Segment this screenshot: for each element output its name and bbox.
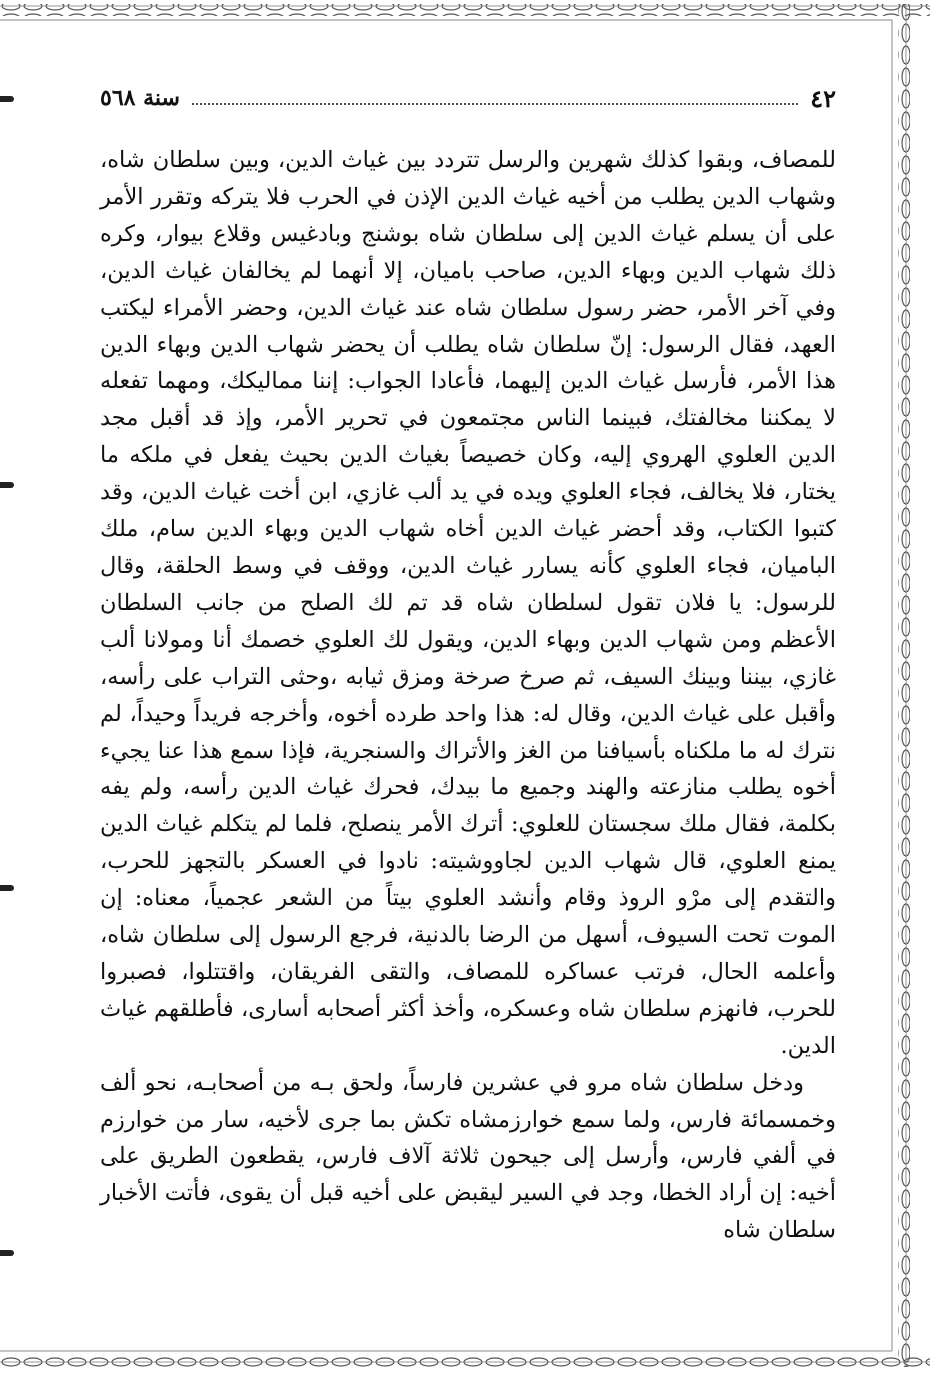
header-dotted-rule: [192, 103, 798, 105]
body-text: [100, 142, 836, 1249]
paragraph: ودخل سلطان شاه مرو في عشرين فارساً، ولحق بـه من أصحابـه، نحو ألف وخمسمائة فارس، ولما سمع خوارزمشاه تكش بما جرى لأخيه، سار من خوارزم في ألفي فارس، وأرسل إلى جيحون ثلاثة آلاف فارس، يقطعون الطريق على أخيه: إن أراد الخطا، وجد في السير ليقبض على أخيه قبل أن يقوى، فأتت الأخبار سلطان شاه: [100, 1069, 836, 1244]
scan-mark: [0, 96, 14, 102]
scan-mark: [0, 885, 14, 891]
paragraph: للمصاف، وبقوا كذلك شهرين والرسل تتردد بين غياث الدين، وبين سلطان شاه، وشهاب الدين يطلب من أخيه غياث الدين الإذن في الحرب فلا يتركه وتقرر الأمر على أن يسلم غياث الدين إلى سلطان شاه بوشنج وبادغيس وقلاع بيوار، وكره ذلك شهاب الدين وبهاء الدين، صاحب باميان، إلا أنهما لم يخالفان غياث الدين، وفي آخر الأمر، حضر رسول سلطان شاه عند غياث الدين، وحضر الأمراء ليكتب العهد، فقال الرسول: إنّ سلطان شاه يطلب أن يحضر شهاب الدين وبهاء الدين هذا الأمر، فأرسل غياث الدين إليهما، فأعادا الجواب: إننا مماليكك، ومهما تفعله لا يمكننا مخالفتك، فبينما الناس مجتمعون في تحرير الأمر، وإذ قد أقبل مجد الدين العلوي الهروي إليه، وكان خصيصاً بغياث الدين بحيث يفعل في ملكه ما يختار، فلا يخالف، فجاء العلوي ويده في يد ألب غازي، ابن أخت غياث الدين، وقد كتبوا الكتاب، وقد أحضر غياث الدين أخاه شهاب الدين وبهاء الدين سام، ملك الباميان، فجاء العلوي كأنه يسارر غياث الدين، ووقف في وسط الحلقة، وقال للرسول: يا فلان تقول لسلطان شاه قد تم لك الصلح من جانب السلطان الأعظم ومن شهاب الدين وبهاء الدين، ويقول لك العلوي خصمك أنا ومولانا ألب غازي، بيننا وبينك السيف، ثم صرخ صرخة ومزق ثيابه ،وحثى التراب على رأسه، وأقبل على غياث الدين، وقال له: هذا واحد طرده أخوه، وأخرجه فريداً وحيداً، لم نترك له ما ملكناه بأسيافنا من الغز والأتراك والسنجرية، فإذا سمع هذا عنا يجيء أخوه يطلب منازعته والهند وجميع ما بيدك، فحرك غياث الدين رأسه، ولم يفه بكلمة، فقال ملك سجستان للعلوي: أترك الأمر ينصلح، فلما لم يتكلم غياث الدين يمنع العلوي، قال شهاب الدين لجاووشيته: نادوا في العسكر بالتجهز للحرب، والتقدم إلى مرْو الروذ وقام وأنشد العلوي بيتاً من الشعر عجمياً، معناه: إن الموت تحت السيوف، أسهل من الرضا بالدنية، فرجع الرسول إلى سلطان شاه، وأعلمه الحال، فرتب عساكره للمصاف، والتقى الفريقان، واقتتلوا، فصبروا للحرب، فانهزم سلطان شاه وعسكره، وأخذ أكثر أصحابه أسارى، فأطلقهم غياث الدين.: [100, 147, 837, 1059]
page-number: ٤٢: [810, 83, 836, 113]
running-header: [100, 80, 836, 116]
scan-mark: [0, 482, 14, 488]
running-title: سنة ٥٦٨: [100, 85, 180, 111]
scan-mark: [0, 1250, 14, 1256]
